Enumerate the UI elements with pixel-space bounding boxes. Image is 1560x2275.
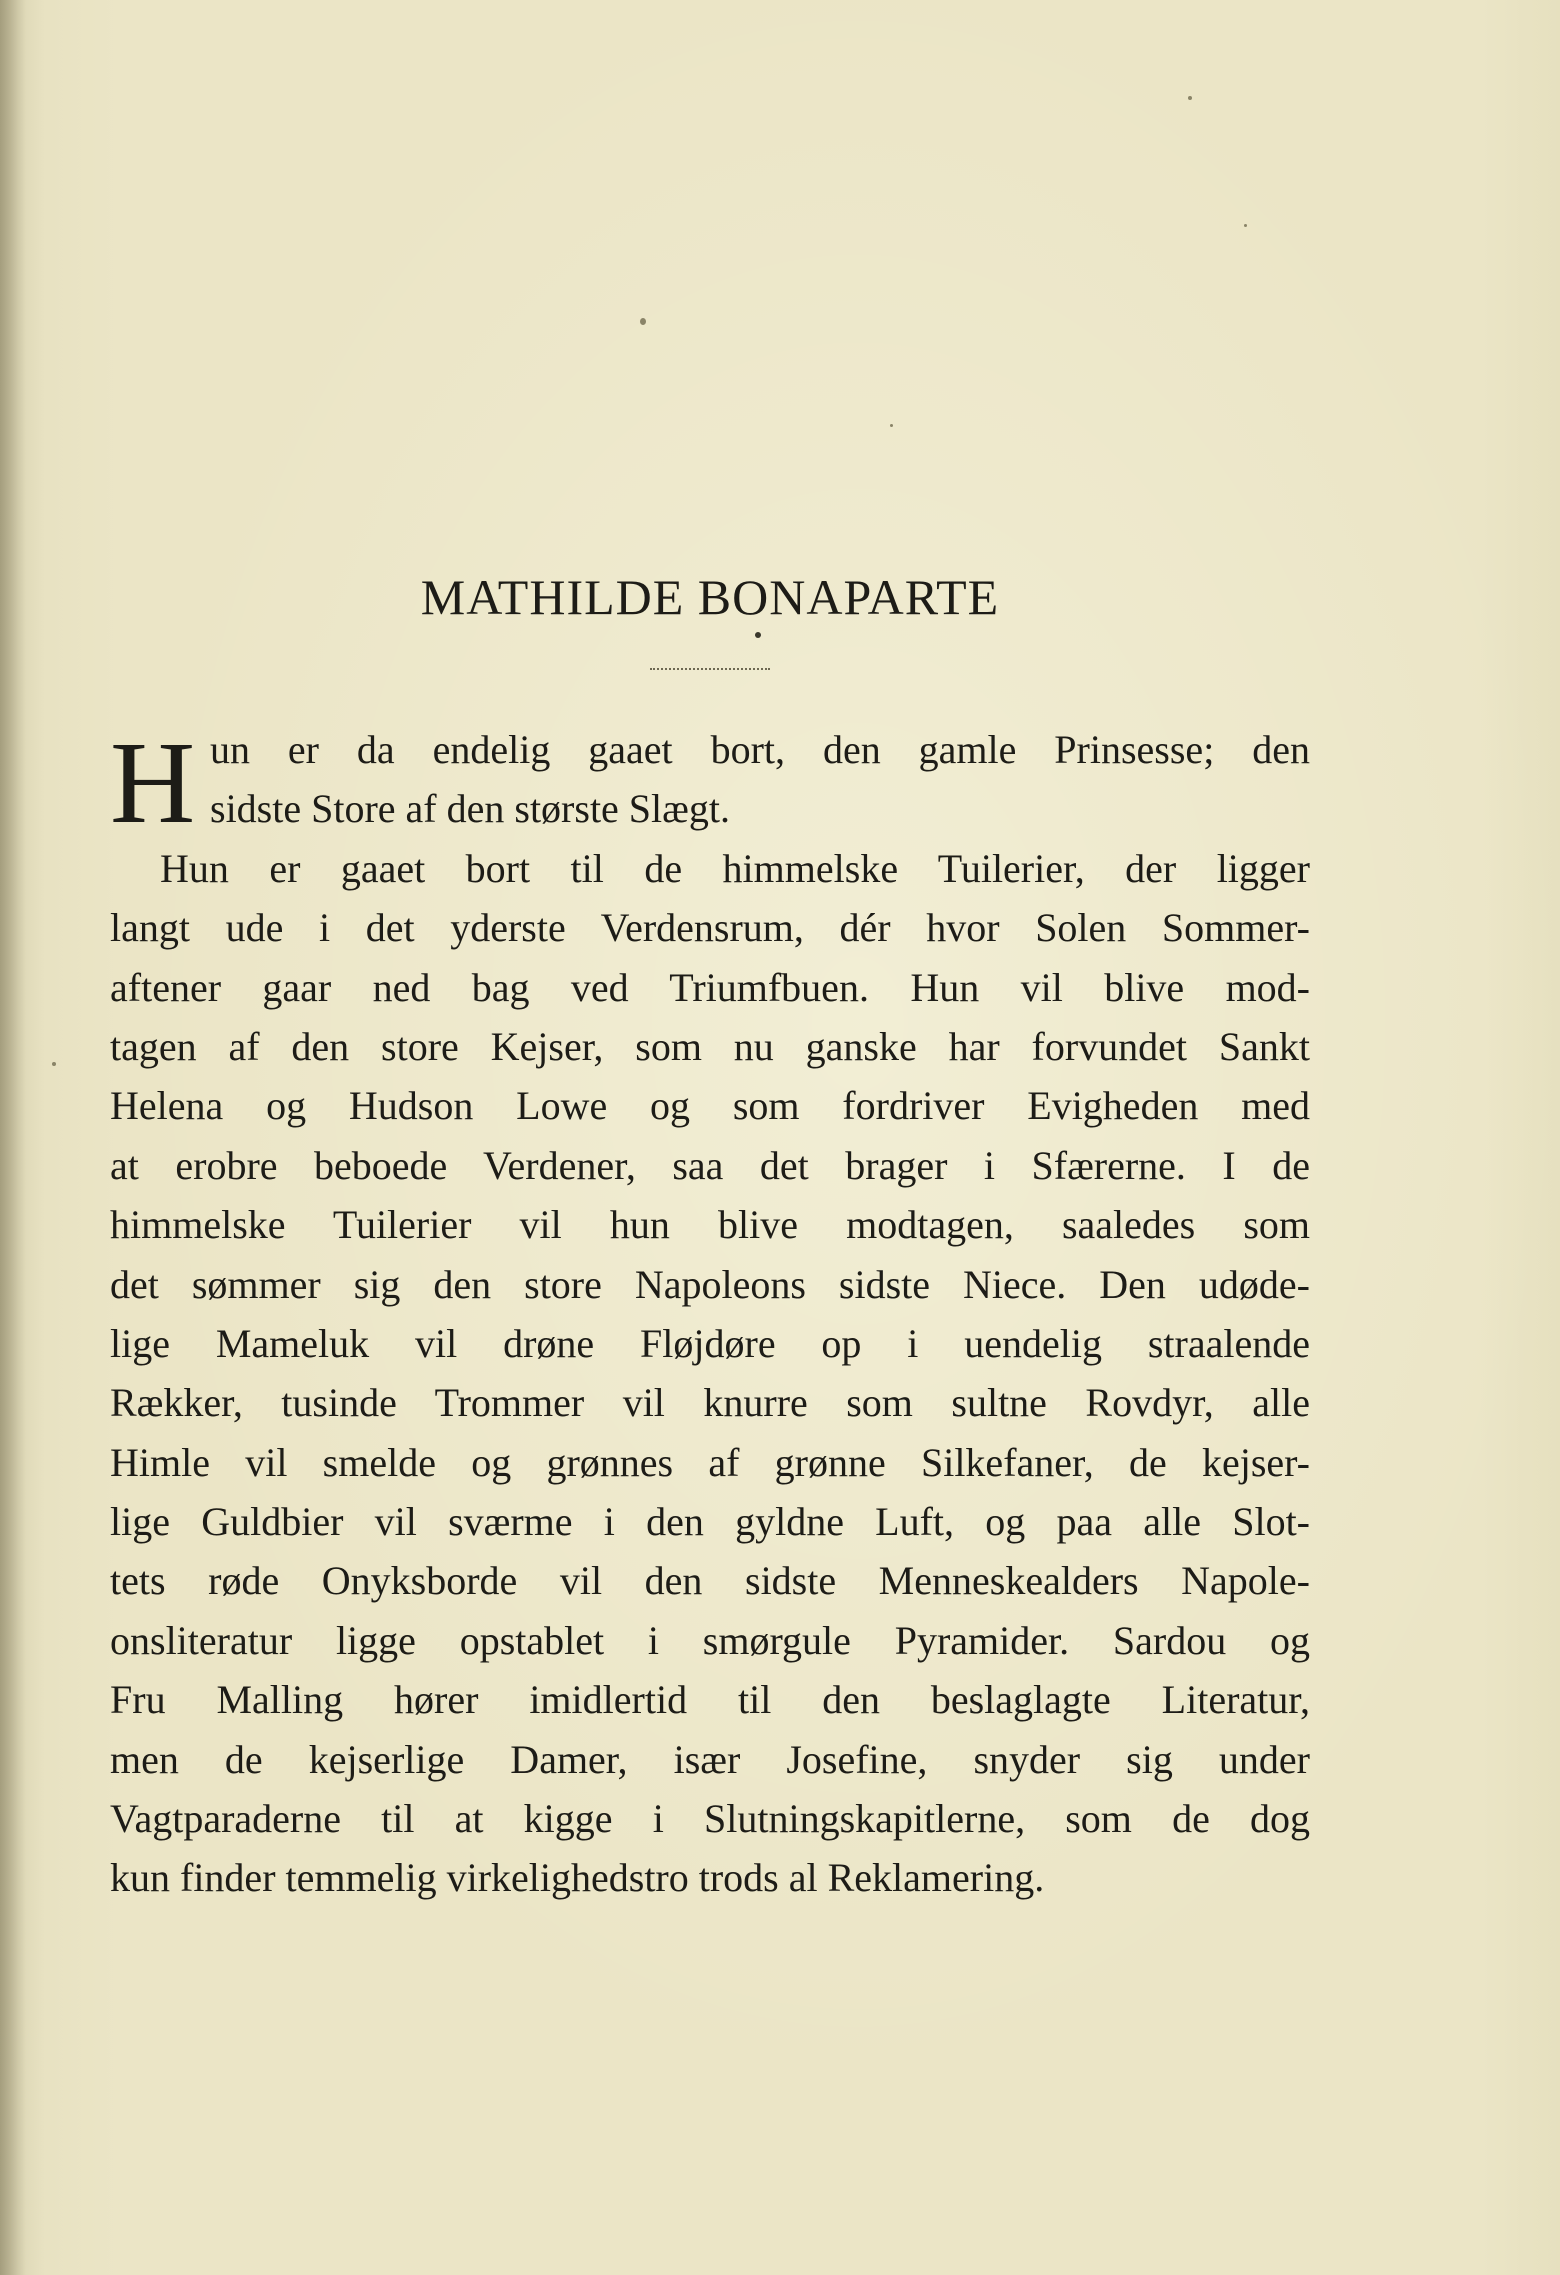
paper-speck	[52, 1062, 56, 1066]
paper-speck	[640, 318, 646, 325]
text-line: Himle vil smelde og grønnes af grønne Silkefaner, de kejser-	[110, 1439, 1310, 1485]
text-line: sidste Store af den største Slægt.	[210, 786, 730, 832]
drop-cap: H	[110, 717, 196, 848]
chapter-title: MATHILDE BONAPARTE	[420, 569, 1000, 625]
text-line: at erobre beboede Verdener, saa det brager i Sfærerne. I de	[110, 1142, 1310, 1188]
text-line: langt ude i det yderste Verdensrum, dér hvor Solen Sommer-	[110, 905, 1310, 951]
paper-speck	[1244, 224, 1247, 227]
title-divider	[650, 668, 770, 670]
text-line: aftener gaar ned bag ved Triumfbuen. Hun vil blive mod-	[110, 964, 1310, 1010]
title-ornament-dot	[755, 632, 761, 638]
paper-speck	[890, 424, 893, 427]
paper-speck	[1188, 96, 1192, 100]
text-line: un er da endelig gaaet bort, den gamle Prinsesse; den	[210, 727, 1310, 772]
text-line: lige Guldbier vil sværme i den gyldne Luft, og paa alle Slot-	[110, 1499, 1310, 1545]
text-line: tagen af den store Kejser, som nu ganske har forvundet Sankt	[110, 1023, 1310, 1069]
text-line: onsliteratur ligge opstablet i smørgule Pyramider. Sardou og	[110, 1617, 1310, 1663]
text-line: lige Mameluk vil drøne Fløjdøre op i uendelig straalende	[110, 1320, 1310, 1366]
text-line: men de kejserlige Damer, især Josefine, snyder sig under	[110, 1736, 1310, 1782]
text-line: tets røde Onyksborde vil den sidste Menneskealders Napole-	[110, 1558, 1310, 1604]
text-line: kun finder temmelig virkelighedstro trods al Reklamering.	[110, 1855, 1045, 1901]
text-line: Hun er gaaet bort til de himmelske Tuilerier, der ligger	[160, 845, 1310, 891]
text-line: Vagtparaderne til at kigge i Slutningskapitlerne, som de dog	[110, 1796, 1310, 1842]
text-line: det sømmer sig den store Napoleons sidste Niece. Den udøde-	[110, 1261, 1310, 1307]
text-line: Helena og Hudson Lowe og som fordriver Evigheden med	[110, 1083, 1310, 1129]
chapter-body	[110, 717, 1310, 1908]
text-line: himmelske Tuilerier vil hun blive modtagen, saaledes som	[110, 1202, 1310, 1248]
gutter-shadow	[0, 0, 26, 2275]
text-line: Rækker, tusinde Trommer vil knurre som sultne Rovdyr, alle	[110, 1380, 1310, 1426]
text-line: Fru Malling hører imidlertid til den beslaglagte Literatur,	[110, 1677, 1310, 1723]
